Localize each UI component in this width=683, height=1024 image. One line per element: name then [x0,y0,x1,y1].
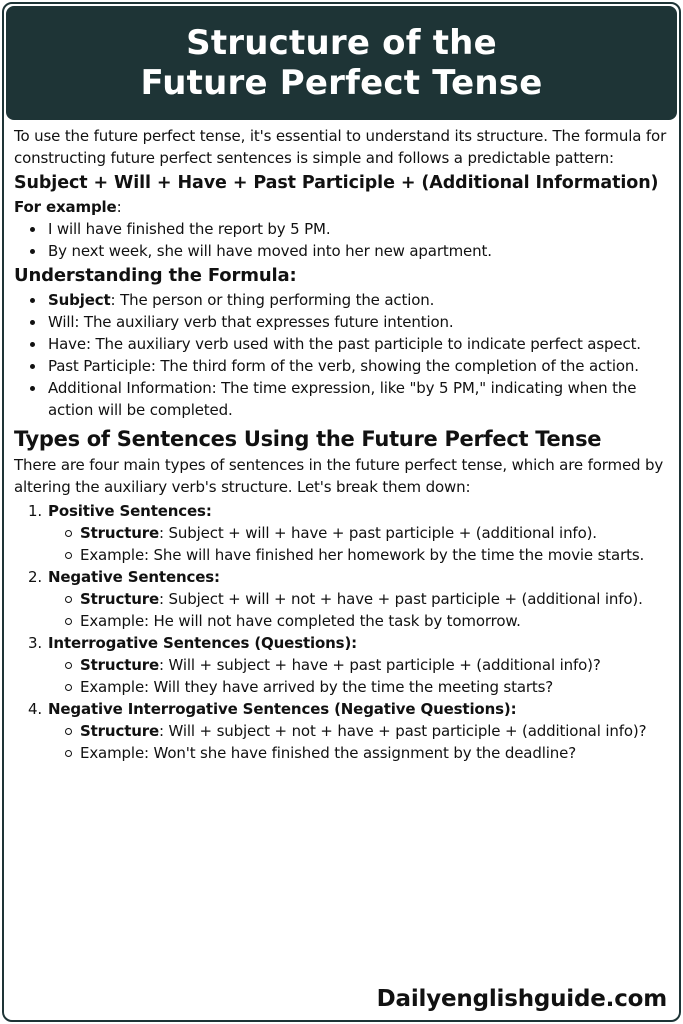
type-detail-list [48,522,672,566]
example-text: I will have finished the report by 5 PM. [48,220,331,238]
structure-label: Structure [80,656,160,674]
type-item [28,632,672,698]
formula-heading: Subject + Will + Have + Past Participle + (Additional Information) [14,173,659,193]
type-title: Negative Sentences: [48,568,220,586]
term-text: Will: The auxiliary verb that expresses future intention. [48,313,454,331]
structure-label: Structure [80,590,160,608]
example-text: Example: He will not have completed the task by tomorrow. [80,612,521,630]
structure-text: : Subject + will + not + have + past participle + (additional info). [159,590,643,608]
structure-text: : Will + subject + have + past participle + (additional info)? [159,656,601,674]
example-text: By next week, she will have moved into her new apartment. [48,242,492,260]
list-item [64,654,672,676]
structure-text: : Subject + will + have + past participle + (additional info). [159,524,597,542]
list-item [26,240,672,262]
list-item [26,377,672,421]
list-item [26,218,672,240]
list-item [64,676,672,698]
type-item [28,500,672,566]
list-item [26,333,672,355]
title-line-2: Future Perfect Tense [140,63,543,103]
term-text: : The person or thing performing the action. [110,291,435,309]
types-list [14,500,672,764]
list-item [26,289,672,311]
type-number: 1. [28,502,43,520]
type-number: 4. [28,700,43,718]
type-title: Positive Sentences: [48,502,212,520]
type-detail-list [48,588,672,632]
type-title: Interrogative Sentences (Questions): [48,634,358,652]
example-colon: : [116,198,122,216]
intro-paragraph: To use the future perfect tense, it's essential to understand its structure. The formula for constructing future perfect sentences is simple and follows a predictable pattern: [14,127,667,167]
structure-text: : Will + subject + not + have + past participle + (additional info)? [159,722,647,740]
list-item [26,355,672,377]
type-item [28,566,672,632]
list-item [64,522,672,544]
site-watermark: Dailyenglishguide.com [376,986,667,1012]
type-item [28,698,672,764]
types-heading: Types of Sentences Using the Future Perfect Tense [14,427,602,451]
list-item [64,610,672,632]
types-intro: There are four main types of sentences in the future perfect tense, which are formed by altering the auxiliary verb's structure. Let's break them down: [14,456,664,496]
term-text: Additional Information: The time expression, like "by 5 PM," indicating when the action will be completed. [48,379,637,419]
example-label-line [14,196,672,218]
title-banner [6,6,677,120]
type-title: Negative Interrogative Sentences (Negative Questions): [48,700,517,718]
list-item [64,720,672,742]
type-detail-list [48,654,672,698]
structure-label: Structure [80,722,160,740]
example-text: Example: Will they have arrived by the time the meeting starts? [80,678,554,696]
term-text: Have: The auxiliary verb used with the past participle to indicate perfect aspect. [48,335,641,353]
example-list [14,218,672,262]
list-item [64,544,672,566]
list-item [64,588,672,610]
list-item [26,311,672,333]
type-number: 2. [28,568,43,586]
example-text: Example: Won't she have finished the assignment by the deadline? [80,744,577,762]
understanding-list [14,289,672,421]
type-number: 3. [28,634,43,652]
term-label: Subject [48,291,111,309]
structure-label: Structure [80,524,160,542]
title-line-1: Structure of the [186,23,497,63]
page-frame [2,2,681,1022]
example-label: For example [14,198,117,216]
list-item [64,742,672,764]
term-text: Past Participle: The third form of the verb, showing the completion of the action. [48,357,639,375]
understanding-heading: Understanding the Formula: [14,265,297,286]
page-title [141,23,543,103]
example-text: Example: She will have finished her homework by the time the movie starts. [80,546,645,564]
article-body [14,125,672,764]
type-detail-list [48,720,672,764]
